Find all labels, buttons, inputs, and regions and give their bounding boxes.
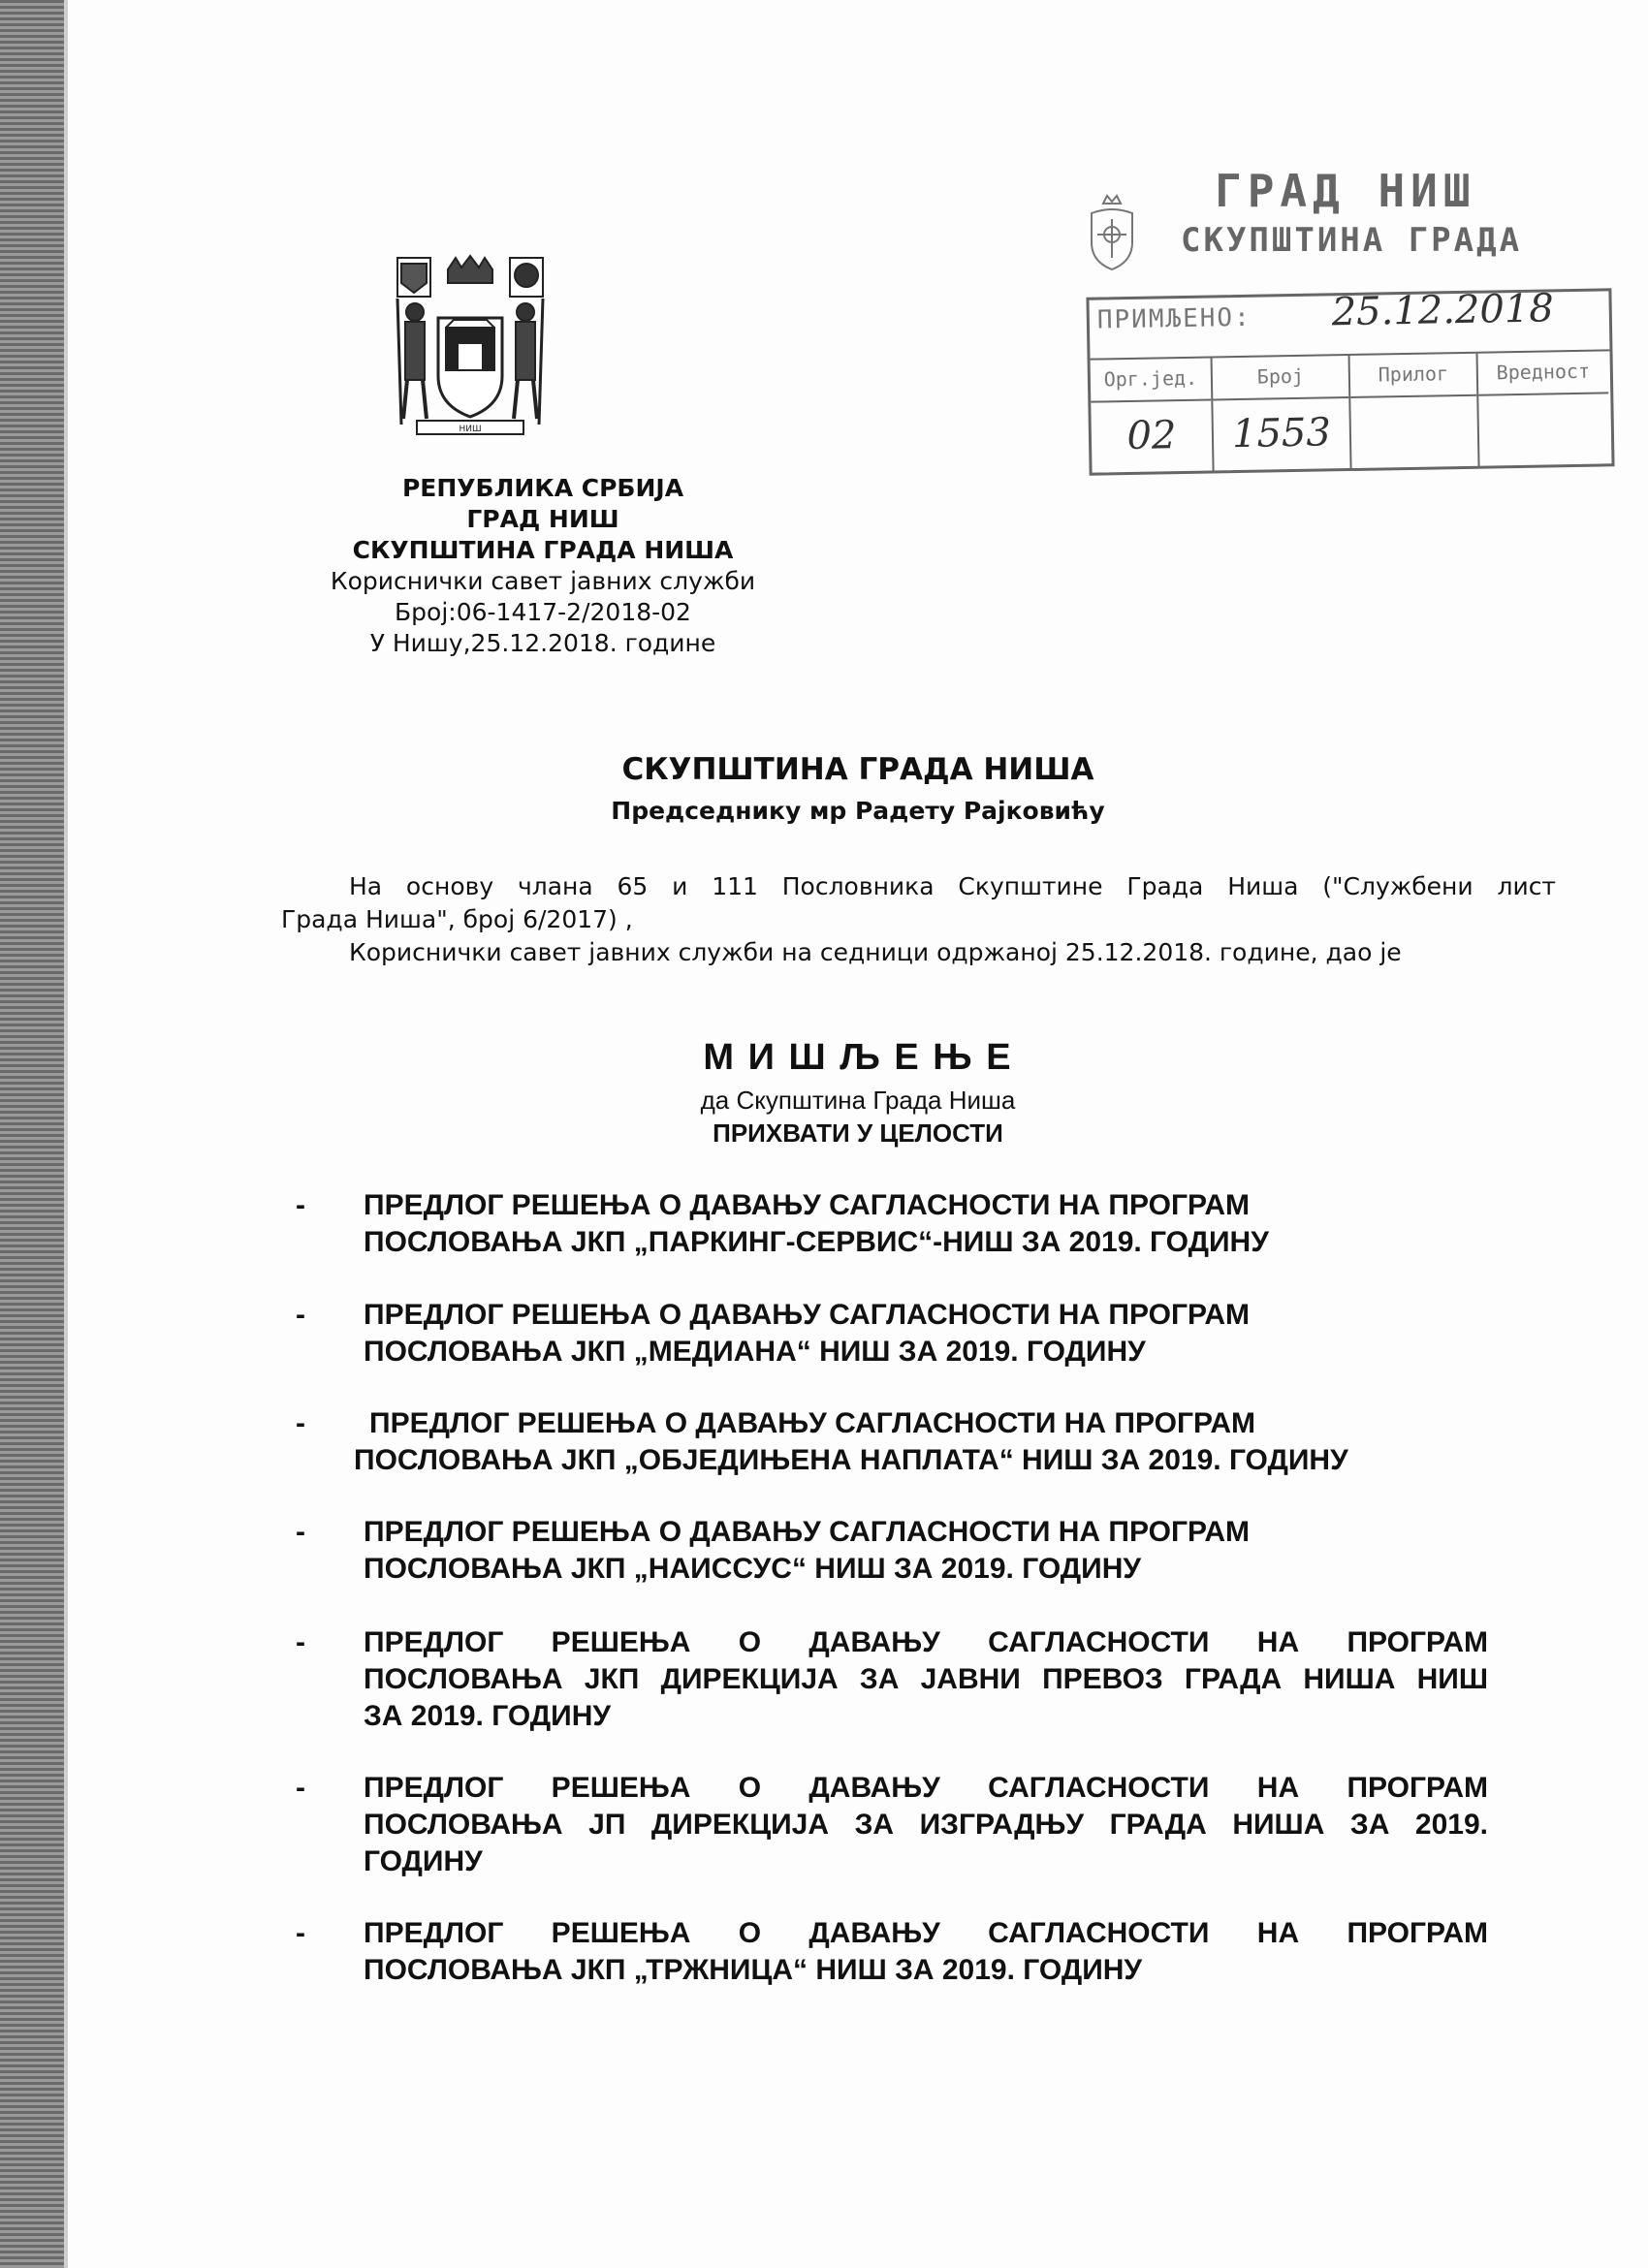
stamp-number-value: 1553 xyxy=(1231,410,1332,457)
item-line: ГОДИНУ xyxy=(364,1845,483,1877)
serbian-coat-of-arms-icon xyxy=(1084,194,1140,271)
stamp-col-attachment: Прилог xyxy=(1378,362,1449,387)
svg-text:НИШ: НИШ xyxy=(459,425,482,434)
item-line: ПРЕДЛОГ РЕШЕЊА О ДАВАЊУ САГЛАСНОСТИ НА ПРОГРАМ xyxy=(364,1626,1488,1658)
item-line: ПОСЛОВАЊА ЈП ДИРЕКЦИЈА ЗА ИЗГРАДЊУ ГРАДА НИША ЗА 2019. xyxy=(364,1809,1488,1841)
item-line: ПОСЛОВАЊА ЈКП „ПАРКИНГ-СЕРВИС“-НИШ ЗА 2019. ГОДИНУ xyxy=(364,1226,1269,1258)
sender-header xyxy=(271,473,814,659)
item-line: ПРЕДЛОГ РЕШЕЊА О ДАВАЊУ САГЛАСНОСТИ НА ПРОГРАМ xyxy=(369,1407,1255,1439)
opinion-line-1: да Скупштина Града Ниша xyxy=(700,1086,1016,1115)
header-reference-number: Број:06-1417-2/2018-02 xyxy=(395,598,691,626)
item-line: ПРЕДЛОГ РЕШЕЊА О ДАВАЊУ САГЛАСНОСТИ НА ПРОГРАМ xyxy=(364,1189,1250,1221)
addressee-subtitle: Председнику мр Радету Рајковићу xyxy=(611,797,1105,825)
item-line: ЗА 2019. ГОДИНУ xyxy=(364,1700,612,1732)
stamp-subtitle: СКУПШТИНА ГРАДА xyxy=(1181,221,1523,260)
intro-line-2: Града Ниша", број 6/2017) , xyxy=(281,905,633,933)
stamp-cell-attachment xyxy=(1350,354,1480,470)
item-line: ПОСЛОВАЊА ЈКП „МЕДИАНА“ НИШ ЗА 2019. ГОДИНУ xyxy=(364,1336,1146,1368)
item-dash: - xyxy=(296,1626,305,1658)
item-dash: - xyxy=(296,1407,305,1439)
stamp-received-label: ПРИМЉЕНО: xyxy=(1096,302,1252,335)
item-dash: - xyxy=(296,1189,305,1221)
item-dash: - xyxy=(296,1516,305,1548)
opinion-line-2: ПРИХВАТИ У ЦЕЛОСТИ xyxy=(713,1118,1003,1148)
scan-edge-strip xyxy=(0,0,64,2268)
item-line: ПОСЛОВАЊА ЈКП „ОБЈЕДИЊЕНА НАПЛАТА“ НИШ ЗА 2019. ГОДИНУ xyxy=(354,1444,1348,1476)
received-stamp xyxy=(1084,165,1607,475)
header-city: ГРАД НИШ xyxy=(466,505,619,533)
item-line: ПРЕДЛОГ РЕШЕЊА О ДАВАЊУ САГЛАСНОСТИ НА ПРОГРАМ xyxy=(364,1917,1488,1949)
item-dash: - xyxy=(296,1917,305,1949)
header-assembly: СКУПШТИНА ГРАДА НИША xyxy=(352,536,734,564)
item-line: ПРЕДЛОГ РЕШЕЊА О ДАВАЊУ САГЛАСНОСТИ НА ПРОГРАМ xyxy=(364,1772,1488,1804)
coat-of-arms-emblem xyxy=(388,250,553,444)
item-line: ПОСЛОВАЊА ЈКП ДИРЕКЦИЈА ЗА ЈАВНИ ПРЕВОЗ ГРАДА НИША НИШ xyxy=(364,1663,1488,1695)
item-dash: - xyxy=(296,1299,305,1331)
header-republic: РЕПУБЛИКА СРБИЈА xyxy=(401,474,684,502)
item-dash: - xyxy=(296,1772,305,1804)
stamp-org-unit-value: 02 xyxy=(1126,413,1177,459)
item-line: ПОСЛОВАЊА ЈКП „ТРЖНИЦА“ НИШ ЗА 2019. ГОДИНУ xyxy=(364,1954,1143,1986)
header-date: У Нишу,25.12.2018. године xyxy=(369,629,716,657)
stamp-col-value: Вредност xyxy=(1496,359,1591,385)
stamp-col-number: Број xyxy=(1256,363,1305,389)
opinion-title: М И Ш Љ Е Њ Е xyxy=(703,1037,1013,1078)
item-line: ПРЕДЛОГ РЕШЕЊА О ДАВАЊУ САГЛАСНОСТИ НА ПРОГРАМ xyxy=(364,1299,1250,1331)
addressee-title: СКУПШТИНА ГРАДА НИША xyxy=(621,752,1094,787)
stamp-row xyxy=(1091,349,1612,474)
stamp-received-date: 25.12.2018 xyxy=(1331,286,1555,335)
stamp-col-org-unit: Орг.јед. xyxy=(1103,365,1198,392)
stamp-cell-value xyxy=(1478,351,1610,467)
item-line: ПОСЛОВАЊА ЈКП „НАИССУС“ НИШ ЗА 2019. ГОДИНУ xyxy=(364,1553,1142,1585)
intro-line-3: Кориснички савет јавних служби на седници одржаној 25.12.2018. године, дао је xyxy=(349,938,1402,966)
document-page xyxy=(68,0,1648,2268)
stamp-cell-org-unit xyxy=(1091,358,1215,474)
stamp-table xyxy=(1086,288,1614,475)
stamp-cell-number xyxy=(1213,356,1352,472)
stamp-title: ГРАД НИШ xyxy=(1215,165,1476,217)
item-line: ПРЕДЛОГ РЕШЕЊА О ДАВАЊУ САГЛАСНОСТИ НА ПРОГРАМ xyxy=(364,1516,1250,1548)
header-council: Кориснички савет јавних служби xyxy=(330,567,756,595)
intro-line-1: На основу члана 65 и 111 Пословника Скупштине Града Ниша ("Службени лист xyxy=(349,872,1556,900)
